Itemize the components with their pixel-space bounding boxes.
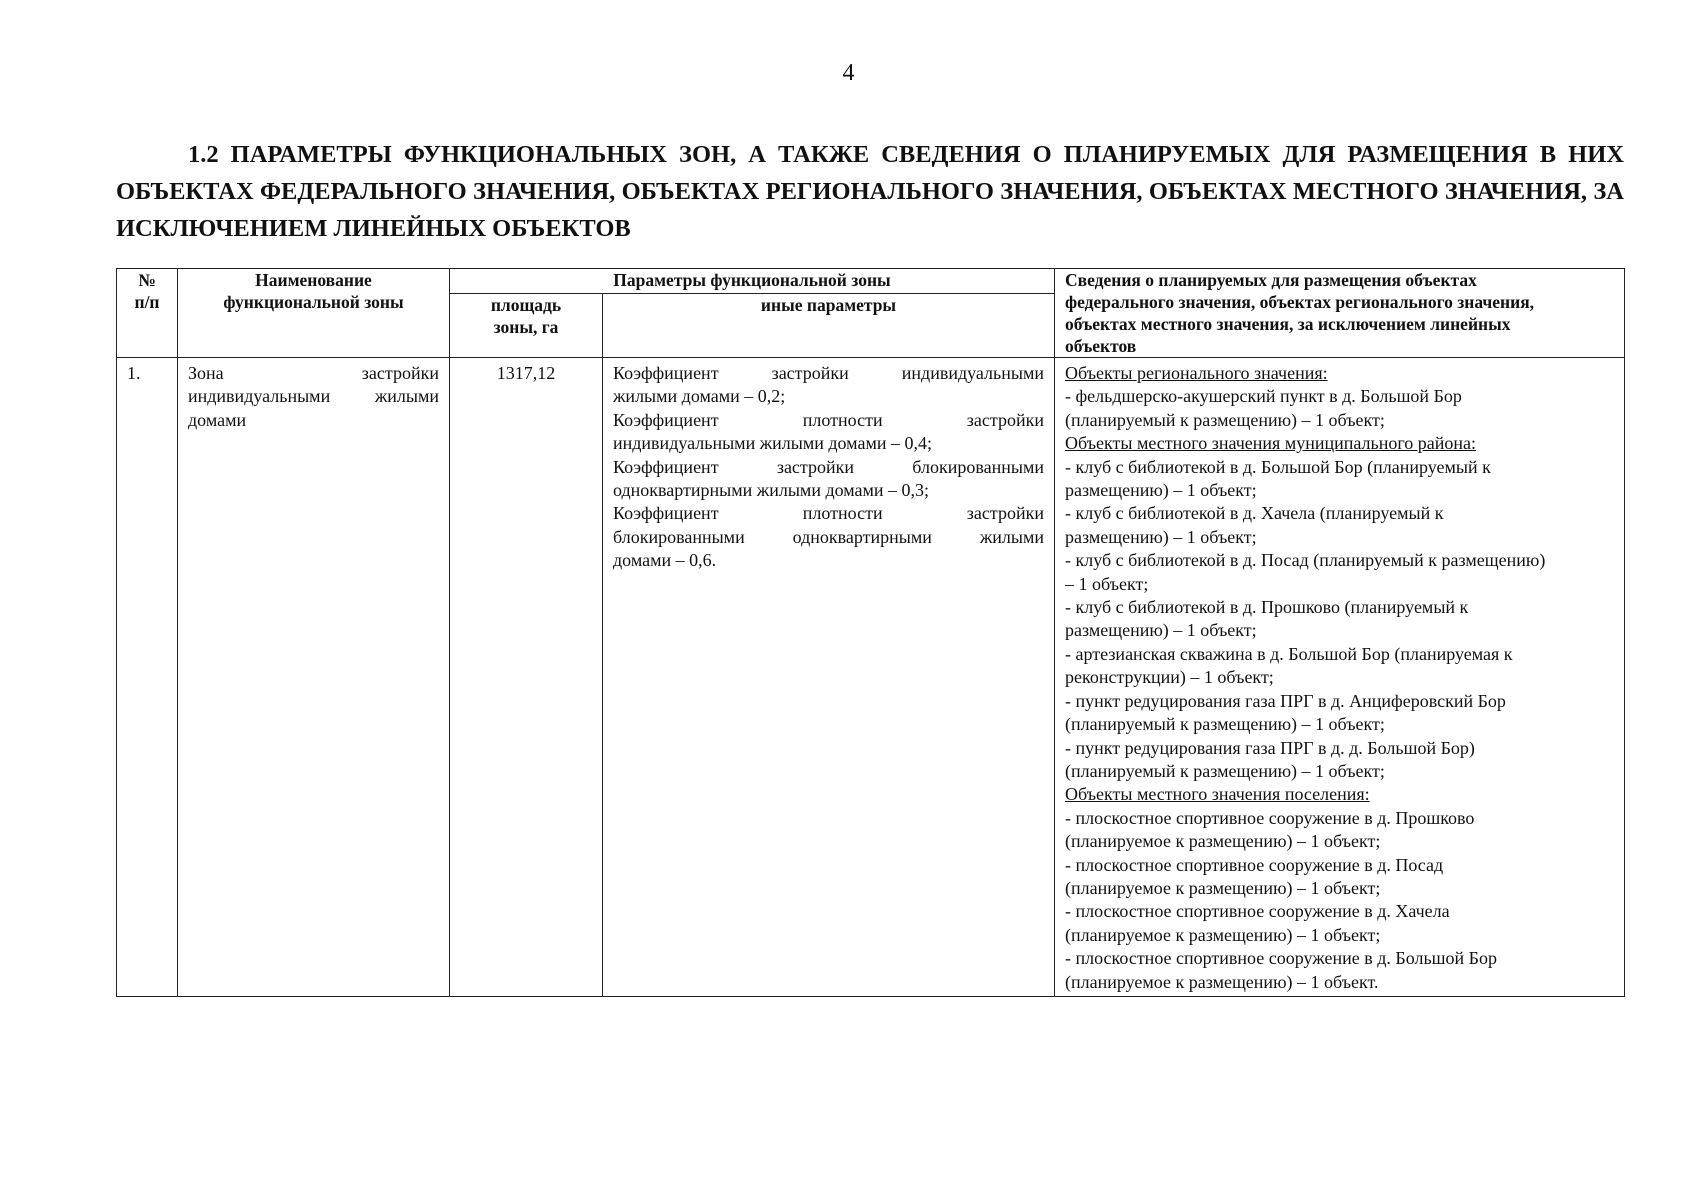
regional-objects-title: Объекты регионального значения: [1065,363,1328,383]
zone-other-params [603,358,1055,997]
planned-object-line: - пункт редуцирования газа ПРГ в д. д. Большой Бор) [1065,737,1475,758]
header-num [117,269,178,358]
param-line: Коэффициент плотности застройки [613,503,1044,524]
param-line: домами – 0,6. [613,550,717,571]
zone-area: 1317,12 [450,358,603,997]
planned-object-line: - фельдшерско-акушерский пункт в д. Большой Бор [1065,386,1462,407]
header-other-params: иные параметры [603,294,1055,358]
header-planned-objects-line: Сведения о планируемых для размещения объектах [1065,270,1477,290]
header-num-line: п/п [134,292,160,312]
param-line: жилыми домами – 0,2; [613,386,786,407]
planned-object-line: – 1 объект; [1065,573,1149,594]
functional-zones-table [116,268,1625,997]
header-zone-params: Параметры функциональной зоны [450,269,1055,294]
header-zone-name [178,269,450,358]
planned-object-line: - клуб с библиотекой в д. Хачела (планируемый к [1065,503,1444,524]
header-planned-objects [1055,269,1625,358]
zone-name [178,358,450,997]
planned-object-line: - артезианская скважина в д. Большой Бор (планируемая к [1065,643,1513,664]
table-row [117,358,1625,997]
zone-name-line: домами [188,409,247,430]
param-line: Коэффициент застройки индивидуальными [613,363,1044,383]
planned-object-line: (планируемый к размещению) – 1 объект; [1065,714,1385,735]
page-number: 4 [842,60,855,86]
header-planned-objects-line: объектах местного значения, за исключением линейных [1065,314,1511,334]
header-area-line: зоны, га [493,317,559,337]
planned-object-line: - плоскостное спортивное сооружение в д. Посад [1065,854,1444,875]
param-line: блокированными одноквартирными жилыми [613,526,1044,547]
planned-object-line: (планируемое к размещению) – 1 объект; [1065,831,1381,852]
planned-object-line: - плоскостное спортивное сооружение в д. Прошково [1065,807,1475,828]
param-line: индивидуальными жилыми домами – 0,4; [613,433,932,454]
header-area-line: площадь [490,295,562,315]
param-line: Коэффициент плотности застройки [613,409,1044,430]
planned-object-line: размещению) – 1 объект; [1065,480,1257,501]
header-zone-name-line: Наименование [255,270,372,290]
header-planned-objects-line: объектов [1065,336,1137,356]
section-heading: 1.2 ПАРАМЕТРЫ ФУНКЦИОНАЛЬНЫХ ЗОН, А ТАКЖЕ СВЕДЕНИЯ О ПЛАНИРУЕМЫХ ДЛЯ РАЗМЕЩЕНИЯ В НИХ ОБЪЕКТАХ ФЕДЕРАЛЬНОГО ЗНАЧЕНИЯ, ОБЪЕКТАХ РЕГИОНАЛЬНОГО ЗНАЧЕНИЯ, ОБЪЕКТАХ МЕСТНОГО ЗНАЧЕНИЯ, ЗА ИСКЛЮЧЕНИЕМ ЛИНЕЙНЫХ ОБЪЕКТОВ [116,141,1624,242]
planned-object-line: - плоскостное спортивное сооружение в д. Хачела [1065,901,1450,922]
planned-object-line: (планируемое к размещению) – 1 объект. [1065,971,1379,992]
planned-object-line: (планируемый к размещению) – 1 объект; [1065,760,1385,781]
row-number: 1. [117,358,178,997]
planned-object-line: - клуб с библиотекой в д. Посад (планируемый к размещению) [1065,550,1546,571]
settlement-objects-title: Объекты местного значения поселения: [1065,784,1370,805]
planned-object-line: размещению) – 1 объект; [1065,526,1257,547]
planned-object-line: - клуб с библиотекой в д. Большой Бор (планируемый к [1065,456,1491,477]
header-num-line: № [138,270,156,290]
district-objects-title: Объекты местного значения муниципального района: [1065,433,1477,454]
table-header-row [117,269,1625,294]
zone-name-line: Зона застройки [188,363,439,383]
planned-object-line: - пункт редуцирования газа ПРГ в д. Анциферовский Бор [1065,690,1506,711]
zone-name-line: индивидуальными жилыми [188,386,439,407]
planned-object-line: (планируемое к размещению) – 1 объект; [1065,924,1381,945]
planned-object-line: (планируемый к размещению) – 1 объект; [1065,409,1385,430]
planned-object-line: - плоскостное спортивное сооружение в д. Большой Бор [1065,948,1497,969]
header-area [450,294,603,358]
header-planned-objects-line: федерального значения, объектах регионального значения, [1065,292,1535,312]
param-line: Коэффициент застройки блокированными [613,456,1044,477]
header-zone-name-line: функциональной зоны [223,292,404,312]
planned-object-line: - клуб с библиотекой в д. Прошково (планируемый к [1065,597,1469,618]
planned-object-line: размещению) – 1 объект; [1065,620,1257,641]
planned-objects [1055,358,1625,997]
param-line: одноквартирными жилыми домами – 0,3; [613,480,930,501]
planned-object-line: (планируемое к размещению) – 1 объект; [1065,877,1381,898]
planned-object-line: реконструкции) – 1 объект; [1065,667,1274,688]
